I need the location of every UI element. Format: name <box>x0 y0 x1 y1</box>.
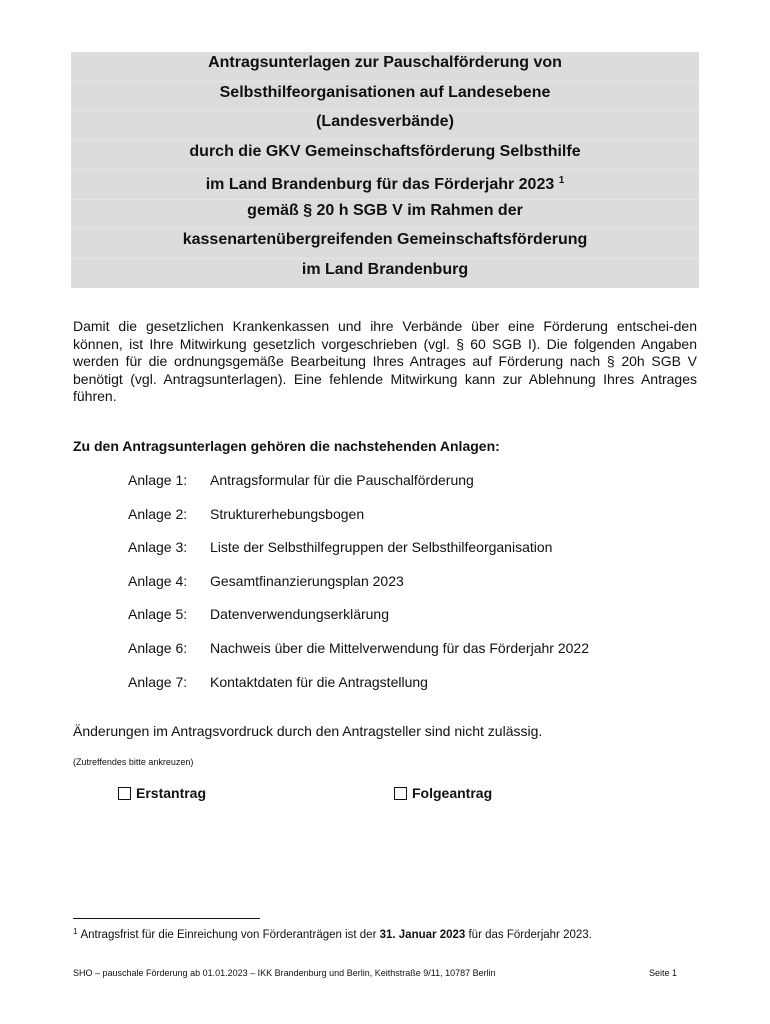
annex-title: Liste der Selbsthilfegruppen der Selbsthilfeorganisation <box>210 539 553 556</box>
title-line: gemäß § 20 h SGB V im Rahmen der <box>71 200 699 230</box>
annex-item <box>128 640 688 674</box>
annex-item <box>128 539 688 573</box>
annex-title: Datenverwendungserklärung <box>210 606 389 623</box>
footnote-text-after: für das Förderjahr 2023. <box>465 929 592 941</box>
title-line: Selbsthilfeorganisationen auf Landesebene <box>71 82 699 112</box>
title-line-text: im Land Brandenburg für das Förderjahr 2023 <box>205 176 555 193</box>
folgeantrag-option[interactable] <box>394 785 492 801</box>
annex-item <box>128 674 688 708</box>
footnote-divider <box>73 918 260 919</box>
annex-title: Nachweis über die Mittelverwendung für das Förderjahr 2022 <box>210 639 589 656</box>
annex-item <box>128 472 688 506</box>
footer-text: SHO – pauschale Förderung ab 01.01.2023 – IKK Brandenburg und Berlin, Keithstraße 9/11, 10787 Berlin <box>73 968 496 978</box>
title-box <box>71 52 699 288</box>
annex-number: Anlage 3: <box>128 539 188 556</box>
annex-title: Gesamtfinanzierungsplan 2023 <box>210 572 404 589</box>
page-number: Seite 1 <box>648 968 677 978</box>
selection-instruction: (Zutreffendes bitte ankreuzen) <box>73 757 194 767</box>
annex-number: Anlage 7: <box>128 673 188 690</box>
annex-heading: Zu den Antragsunterlagen gehören die nachstehenden Anlagen: <box>73 438 500 454</box>
erstantrag-checkbox[interactable] <box>118 787 131 800</box>
footnote-text-before: Antragsfrist für die Einreichung von Förderanträgen ist der <box>80 929 380 941</box>
erstantrag-option[interactable] <box>118 785 206 801</box>
annex-title: Strukturerhebungsbogen <box>210 505 365 522</box>
title-line: (Landesverbände) <box>71 111 699 141</box>
annex-number: Anlage 6: <box>128 639 188 656</box>
annex-item <box>128 606 688 640</box>
annex-list <box>128 472 688 707</box>
folgeantrag-checkbox[interactable] <box>394 787 407 800</box>
folgeantrag-label: Folgeantrag <box>412 785 493 801</box>
annex-title: Antragsformular für die Pauschalförderung <box>210 472 474 488</box>
annex-number: Anlage 2: <box>128 505 188 522</box>
title-line: durch die GKV Gemeinschaftsförderung Selbsthilfe <box>71 141 699 171</box>
footnote <box>73 927 592 941</box>
annex-item <box>128 573 688 607</box>
annex-number: Anlage 1: <box>128 472 188 488</box>
annex-title: Kontaktdaten für die Antragstellung <box>210 673 428 690</box>
title-line: Antragsunterlagen zur Pauschalförderung von <box>71 52 699 82</box>
footnote-marker: 1 <box>73 927 78 936</box>
annex-number: Anlage 5: <box>128 606 188 623</box>
footnote-reference[interactable]: 1 <box>558 175 565 186</box>
footnote-deadline: 31. Januar 2023 <box>379 929 466 941</box>
title-line: im Land Brandenburg <box>301 260 469 278</box>
change-note: Änderungen im Antragsvordruck durch den Antragsteller sind nicht zulässig. <box>73 723 543 739</box>
annex-item <box>128 506 688 540</box>
erstantrag-label: Erstantrag <box>136 785 207 801</box>
annex-number: Anlage 4: <box>128 572 188 589</box>
intro-paragraph: Damit die gesetzlichen Krankenkassen und ihre Verbände über eine Förderung entschei-den können, ist Ihre Mitwirkung gesetzlich vorgeschrieben (vgl. § 60 SGB I). Die folgenden Angaben werden für die ordnungsgemäße Bearbeitung Ihres Antrages auf Förderung nach § 20h SGB V benötigt (vgl. Antragsunterlagen). Eine fehlende Mitwirkung kann zur Ablehnung Ihres Antrages führen. <box>73 318 697 405</box>
title-line: kassenartenübergreifenden Gemeinschaftsförderung <box>71 229 699 259</box>
title-line-with-footnote <box>71 170 699 200</box>
page-footer <box>73 968 677 978</box>
